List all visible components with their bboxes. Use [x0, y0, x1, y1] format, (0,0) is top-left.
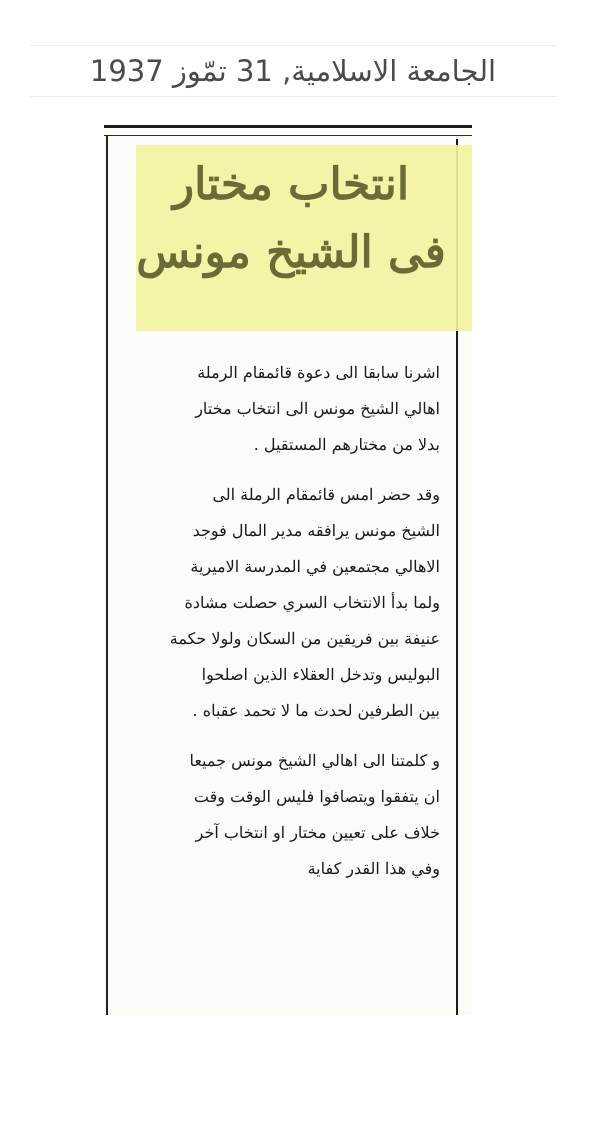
text-line: بين الطرفين لحدث ما لا تحمد عقباه . — [192, 701, 440, 720]
newspaper-clipping — [104, 123, 472, 1015]
text-line: الشيخ مونس يرافقه مدير المال فوجد — [192, 521, 440, 540]
text-line: عنيفة بين فريقين من السكان ولولا حكمة — [169, 629, 440, 648]
text-line: البوليس وتدخل العقلاء الذين اصلحوا — [201, 665, 440, 684]
article-headline — [136, 151, 446, 326]
text-line: وقد حضر امس قائمقام الرملة الى — [212, 485, 440, 504]
top-rule-thick — [104, 125, 472, 128]
text-line: و كلمتنا الى اهالي الشيخ مونس جميعا — [189, 751, 440, 770]
paragraph-2 — [122, 477, 440, 729]
text-line: خلاف على تعيين مختار او انتخاب آخر — [195, 823, 440, 842]
text-line: الاهالي مجتمعين في المدرسة الاميرية — [190, 557, 440, 576]
text-line: اشرنا سابقا الى دعوة قائمقام الرملة — [197, 363, 440, 382]
headline-line-2: فى الشيخ مونس — [136, 227, 446, 278]
text-line: اهالي الشيخ مونس الى انتخاب مختار — [195, 399, 440, 418]
paragraph-1 — [122, 355, 440, 463]
caption-title: الجامعة الاسلامية, 31 تمّوز 1937 — [89, 54, 497, 88]
caption-bar — [30, 45, 556, 97]
column-rule-left — [106, 135, 108, 1015]
text-line: وفي هذا القدر كفاية — [307, 859, 440, 878]
paragraph-3 — [122, 743, 440, 887]
text-line: بدلا من مختارهم المستقيل . — [253, 435, 440, 454]
text-line: ولما بدأ الانتخاب السري حصلت مشادة — [184, 593, 440, 612]
article-body — [122, 355, 440, 901]
headline-line-1: انتخاب مختار — [172, 159, 410, 210]
top-rule-thin — [104, 135, 472, 136]
text-line: ان يتفقوا ويتصافوا فليس الوقت وقت — [193, 787, 440, 806]
